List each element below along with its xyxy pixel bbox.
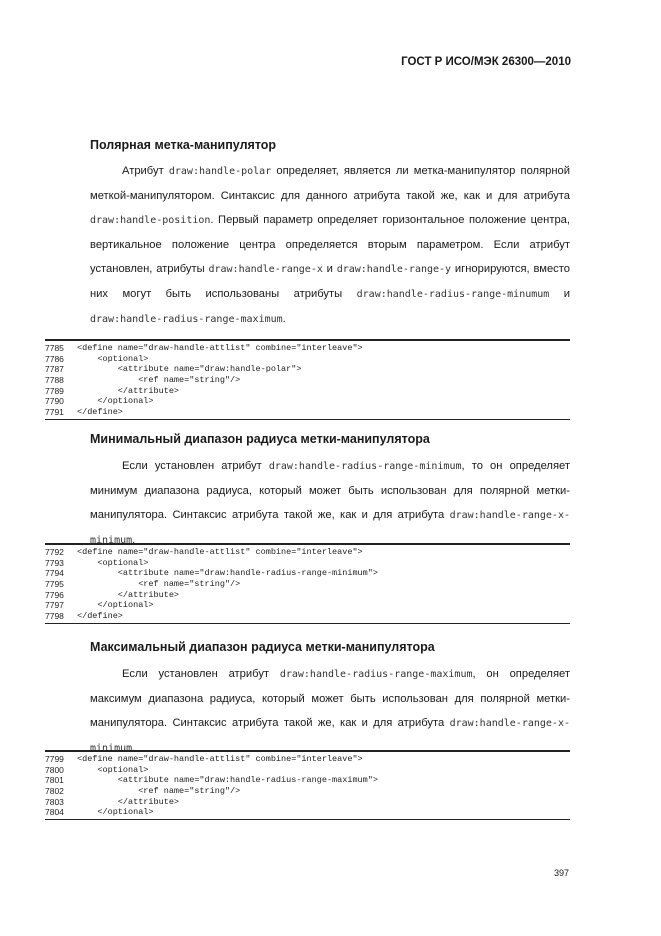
code-text: </optional>: [77, 600, 154, 611]
text-run: игнорируются, вместо них могут быть использованы атрибуты: [90, 263, 570, 300]
running-header: ГОСТ Р ИСО/МЭК 26300—2010: [401, 56, 571, 68]
section-paragraph: [90, 454, 570, 553]
attribute-name: draw:handle-range-x-minimum: [90, 718, 570, 754]
line-number: 7785: [45, 343, 64, 353]
code-line: [45, 797, 570, 808]
line-number: 7788: [45, 375, 64, 386]
code-line: [45, 786, 570, 797]
code-listing: [45, 339, 570, 420]
code-text: </attribute>: [77, 796, 180, 807]
code-listing: [45, 750, 570, 820]
line-number: 7800: [45, 764, 64, 775]
attribute-name: draw:handle-polar: [168, 166, 272, 177]
line-number: 7793: [45, 557, 64, 568]
code-line: [45, 754, 570, 765]
code-text: <optional>: [77, 353, 149, 364]
line-number: 7801: [45, 775, 64, 786]
code-text: <define name="draw-handle-attlist" combine="interleave">: [77, 547, 363, 557]
code-text: <optional>: [77, 557, 149, 568]
code-line: [45, 600, 570, 611]
code-text: <attribute name="draw:handle-radius-range-maximum">: [77, 775, 378, 786]
attribute-name: draw:handle-position: [90, 215, 211, 226]
text-run: . Первый параметр определяет горизонтальное положение центра, вертикальное положение центра определяется вторым параметром. Если атрибут установлен, атрибуты: [90, 214, 570, 275]
section-paragraph: [90, 662, 570, 761]
code-line: [45, 407, 570, 418]
section-polar-handle: [90, 138, 570, 332]
code-text: </attribute>: [77, 385, 180, 396]
code-line: [45, 558, 570, 569]
code-text: <ref name="string"/>: [77, 375, 241, 386]
text-run: определяет, является ли метка-манипулятор полярной меткой-манипулятором. Синтаксис для данного атрибута такой же, как и для атрибута: [90, 165, 570, 202]
line-number: 7799: [45, 754, 64, 764]
code-text: <ref name="string"/>: [77, 786, 241, 797]
code-line: [45, 765, 570, 776]
code-text: </define>: [77, 611, 123, 622]
code-text: <define name="draw-handle-attlist" combine="interleave">: [77, 754, 363, 764]
attribute-name: draw:handle-radius-range-maximum: [279, 669, 473, 680]
code-line: [45, 396, 570, 407]
code-line: [45, 807, 570, 818]
code-text: </optional>: [77, 807, 154, 818]
text-run: Если установлен атрибут: [122, 668, 280, 680]
code-text: </define>: [77, 407, 123, 418]
line-number: 7797: [45, 600, 64, 611]
attribute-name: draw:handle-range-x: [208, 264, 323, 275]
line-number: 7787: [45, 364, 64, 375]
line-number: 7796: [45, 589, 64, 600]
text-run: .: [132, 534, 136, 546]
code-line: [45, 579, 570, 590]
code-line: [45, 364, 570, 375]
code-line: [45, 547, 570, 558]
code-line: [45, 775, 570, 786]
attribute-name: draw:handle-radius-range-minimum: [268, 461, 462, 472]
code-text: <optional>: [77, 764, 149, 775]
line-number: 7789: [45, 385, 64, 396]
text-run: Атрибут: [122, 165, 169, 177]
code-line: [45, 590, 570, 601]
section-heading: Максимальный диапазон радиуса метки-манипулятора: [90, 640, 435, 654]
code-line: [45, 375, 570, 386]
code-line: [45, 611, 570, 622]
text-run: и: [549, 288, 571, 300]
code-text: <attribute name="draw:handle-polar">: [77, 364, 302, 375]
text-run: , то он определяет минимум диапазона радиуса, который может быть использован для полярной метки-манипулятора. Синтаксис атрибута такой же, как и для атрибута: [90, 460, 570, 521]
code-text: <define name="draw-handle-attlist" combine="interleave">: [77, 343, 363, 353]
line-number: 7803: [45, 796, 64, 807]
section-paragraph: [90, 159, 570, 332]
code-line: [45, 354, 570, 365]
line-number: 7802: [45, 786, 64, 797]
code-text: <attribute name="draw:handle-radius-range-minimum">: [77, 568, 378, 579]
attribute-name: draw:handle-range-y: [336, 264, 452, 275]
line-number: 7804: [45, 807, 64, 818]
section-radius-max: [90, 640, 570, 761]
code-line: [45, 343, 570, 354]
section-heading: Минимальный диапазон радиуса метки-манипулятора: [90, 432, 430, 446]
code-listing: [45, 543, 570, 624]
code-line: [45, 386, 570, 397]
line-number: 7794: [45, 568, 64, 579]
line-number: 7790: [45, 396, 64, 407]
line-number: 7795: [45, 579, 64, 590]
line-number: 7791: [45, 407, 64, 418]
code-line: [45, 568, 570, 579]
text-run: , он определяет максимум диапазона радиуса, который может быть использован для полярной метки-манипулятора. Синтаксис атрибута такой же, как и для атрибута: [90, 668, 570, 729]
section-radius-min: [90, 432, 570, 553]
line-number: 7792: [45, 547, 64, 557]
section-heading: Полярная метка-манипулятор: [90, 138, 277, 152]
line-number: 7786: [45, 353, 64, 364]
page-number: 397: [553, 868, 569, 878]
code-text: <ref name="string"/>: [77, 579, 241, 590]
code-text: </optional>: [77, 396, 154, 407]
line-number: 7798: [45, 611, 64, 622]
attribute-name: draw:handle-radius-range-maximum: [90, 314, 283, 325]
code-text: </attribute>: [77, 589, 180, 600]
text-run: .: [282, 313, 286, 325]
text-run: .: [132, 742, 136, 754]
attribute-name: draw:handle-radius-range-minumum: [356, 289, 550, 300]
text-run: и: [322, 263, 337, 275]
text-run: Если установлен атрибут: [122, 460, 269, 472]
attribute-name: draw:handle-range-x-minimum: [90, 510, 570, 546]
